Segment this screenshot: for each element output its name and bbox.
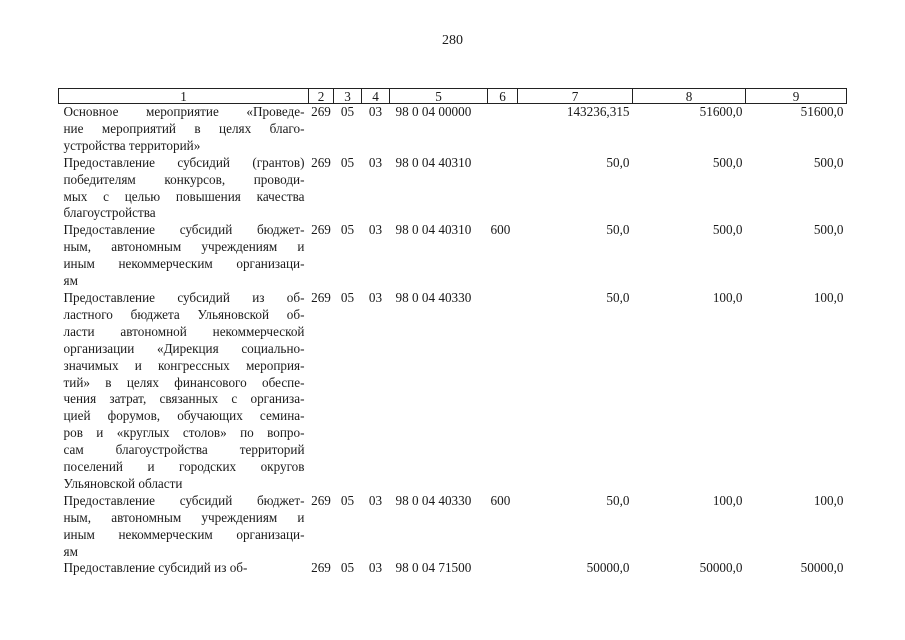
amount-col-9: 500,0 bbox=[813, 154, 844, 170]
description-line: значимых и конгрессных мероприя- bbox=[63, 357, 305, 373]
admin-code: 269 bbox=[311, 154, 331, 170]
section-code: 05 bbox=[340, 492, 355, 508]
admin-code: 269 bbox=[311, 222, 331, 238]
description-line: Предоставление субсидий из об- bbox=[63, 560, 248, 576]
amount-col-8: 51600,0 bbox=[699, 104, 743, 119]
table-row bbox=[59, 290, 847, 493]
admin-code: 269 bbox=[311, 492, 331, 508]
target-item-code: 98 0 04 40330 bbox=[395, 492, 472, 508]
description-line: чения затрат, связанных с организа- bbox=[63, 391, 305, 407]
header-col-1: 1 bbox=[59, 89, 309, 104]
subsection-code: 03 bbox=[368, 560, 383, 576]
row-description bbox=[59, 493, 309, 561]
description-line: организации «Дирекция социально- bbox=[63, 340, 305, 356]
section-code: 05 bbox=[340, 222, 355, 238]
description-line: мых с целью повышения качества bbox=[63, 188, 305, 204]
section-code: 05 bbox=[340, 104, 355, 119]
amount-col-9: 100,0 bbox=[813, 492, 844, 508]
description-line: поселений и городских округов bbox=[63, 459, 305, 475]
table-row bbox=[59, 104, 847, 155]
expense-type-code bbox=[488, 290, 518, 493]
description-line: Ульяновской области bbox=[63, 475, 183, 491]
description-line: ям bbox=[63, 543, 78, 559]
expense-type-code bbox=[488, 155, 518, 223]
admin-code: 269 bbox=[311, 104, 331, 119]
amount-col-8: 100,0 bbox=[712, 289, 743, 305]
description-line: ние мероприятий в целях благо- bbox=[63, 120, 305, 136]
table-row bbox=[59, 155, 847, 223]
section-code: 05 bbox=[340, 560, 355, 576]
amount-col-9: 50000,0 bbox=[800, 560, 844, 576]
expense-type-code bbox=[488, 104, 518, 155]
row-description bbox=[59, 560, 309, 577]
expense-type-code: 600 bbox=[490, 222, 511, 238]
amount-col-7: 143236,315 bbox=[566, 104, 630, 119]
subsection-code: 03 bbox=[368, 492, 383, 508]
description-line: Основное мероприятие «Проведе- bbox=[63, 104, 305, 119]
amount-col-8: 500,0 bbox=[712, 222, 743, 238]
section-code: 05 bbox=[340, 154, 355, 170]
description-line: Предоставление субсидий бюджет- bbox=[63, 492, 305, 508]
row-description bbox=[59, 222, 309, 290]
description-line: ным, автономным учреждениям и bbox=[63, 509, 305, 525]
page-number: 280 bbox=[442, 33, 463, 48]
target-item-code: 98 0 04 40310 bbox=[395, 154, 472, 170]
header-row bbox=[59, 89, 847, 104]
target-item-code: 98 0 04 40310 bbox=[395, 222, 472, 238]
subsection-code: 03 bbox=[368, 104, 383, 119]
amount-col-7: 50,0 bbox=[606, 289, 630, 305]
subsection-code: 03 bbox=[368, 154, 383, 170]
section-code: 05 bbox=[340, 289, 355, 305]
description-line: Предоставление субсидий бюджет- bbox=[63, 222, 305, 238]
table-row bbox=[59, 560, 847, 577]
header-col-7: 7 bbox=[518, 89, 633, 104]
table-body bbox=[59, 104, 847, 578]
subsection-code: 03 bbox=[368, 222, 383, 238]
description-line: иным некоммерческим организаци- bbox=[63, 256, 305, 272]
amount-col-9: 51600,0 bbox=[800, 104, 844, 119]
description-line: победителям конкурсов, проводи- bbox=[63, 171, 305, 187]
amount-col-7: 50000,0 bbox=[586, 560, 630, 576]
admin-code: 269 bbox=[311, 560, 331, 576]
header-col-3: 3 bbox=[334, 89, 362, 104]
description-line: ров и «круглых столов» по вопро- bbox=[63, 425, 305, 441]
description-line: Предоставление субсидий (грантов) bbox=[63, 154, 305, 170]
target-item-code: 98 0 04 00000 bbox=[395, 104, 472, 119]
header-col-9: 9 bbox=[746, 89, 847, 104]
amount-col-9: 500,0 bbox=[813, 222, 844, 238]
amount-col-7: 50,0 bbox=[606, 222, 630, 238]
admin-code: 269 bbox=[311, 289, 331, 305]
amount-col-7: 50,0 bbox=[606, 492, 630, 508]
target-item-code: 98 0 04 71500 bbox=[395, 560, 472, 576]
header-col-5: 5 bbox=[390, 89, 488, 104]
amount-col-8: 50000,0 bbox=[699, 560, 743, 576]
amount-col-8: 500,0 bbox=[712, 154, 743, 170]
description-line: устройства территорий» bbox=[63, 137, 201, 153]
budget-table bbox=[58, 88, 847, 577]
description-line: ластного бюджета Ульяновской об- bbox=[63, 306, 305, 322]
amount-col-9: 100,0 bbox=[813, 289, 844, 305]
expense-type-code bbox=[488, 560, 518, 577]
description-line: сам благоустройства территорий bbox=[63, 442, 305, 458]
header-col-4: 4 bbox=[362, 89, 390, 104]
description-line: тий» в целях финансового обеспе- bbox=[63, 374, 305, 390]
description-line: благоустройства bbox=[63, 205, 156, 221]
description-line: Предоставление субсидий из об- bbox=[63, 289, 305, 305]
header-col-2: 2 bbox=[309, 89, 334, 104]
table-row bbox=[59, 493, 847, 561]
description-line: иным некоммерческим организаци- bbox=[63, 526, 305, 542]
description-line: ным, автономным учреждениям и bbox=[63, 239, 305, 255]
expense-type-code: 600 bbox=[490, 492, 511, 508]
description-line: цией форумов, обучающих семина- bbox=[63, 408, 305, 424]
header-col-8: 8 bbox=[633, 89, 746, 104]
header-col-6: 6 bbox=[488, 89, 518, 104]
target-item-code: 98 0 04 40330 bbox=[395, 289, 472, 305]
amount-col-7: 50,0 bbox=[606, 154, 630, 170]
amount-col-8: 100,0 bbox=[712, 492, 743, 508]
table-row bbox=[59, 222, 847, 290]
row-description bbox=[59, 155, 309, 223]
row-description bbox=[59, 290, 309, 493]
row-description bbox=[59, 104, 309, 155]
description-line: ям bbox=[63, 273, 78, 289]
subsection-code: 03 bbox=[368, 289, 383, 305]
description-line: ласти автономной некоммерческой bbox=[63, 323, 305, 339]
